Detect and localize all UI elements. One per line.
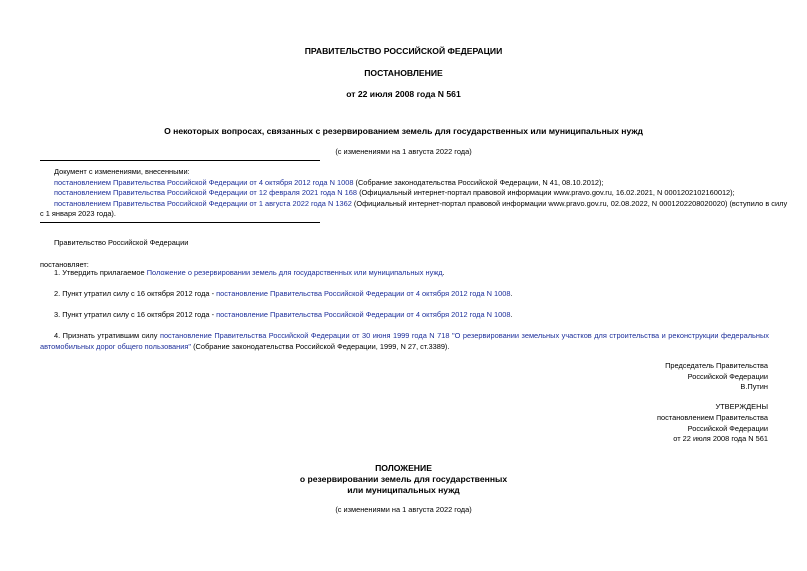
decree-link[interactable]: постановление Правительства Российской Федерации от 4 октября 2012 года N 1008 bbox=[216, 289, 511, 298]
paragraph-end: (Собрание законодательства Российской Федерации, 1999, N 27, ст.3389). bbox=[191, 342, 450, 351]
change-item bbox=[54, 187, 735, 198]
paragraph-end: . bbox=[510, 289, 513, 298]
approved-organization: Российской Федерации bbox=[687, 424, 768, 433]
resolves: постановляет: bbox=[40, 260, 89, 269]
signature-name: В.Путин bbox=[740, 382, 768, 391]
change-source: (Собрание законодательства Российской Федерации, N 41, 08.10.2012); bbox=[353, 178, 604, 187]
paragraph-text: 1. Утвердить прилагаемое bbox=[54, 268, 147, 277]
paragraph-text: 2. Пункт утратил силу с 16 октября 2012 года - bbox=[54, 289, 217, 298]
signature-organization: Российской Федерации bbox=[687, 372, 768, 381]
signature-position: Председатель Правительства bbox=[665, 361, 768, 370]
paragraph-end: . bbox=[510, 310, 513, 319]
change-item-continuation: с 1 января 2023 года). bbox=[40, 209, 116, 218]
amendment-note: (с изменениями на 1 августа 2022 года) bbox=[335, 147, 472, 156]
change-source: (Официальный интернет-портал правовой информации www.pravo.gov.ru, 16.02.2021, N 0001202102160012); bbox=[357, 188, 735, 197]
approved-by: постановлением Правительства bbox=[657, 413, 768, 422]
change-link[interactable]: постановлением Правительства Российской Федерации от 1 августа 2022 года N 1362 bbox=[54, 199, 352, 208]
issuer: Правительство Российской Федерации bbox=[54, 238, 189, 247]
approved-label: УТВЕРЖДЕНЫ bbox=[715, 402, 768, 411]
document-date-number: от 22 июля 2008 года N 561 bbox=[346, 89, 461, 99]
regulation-amendment-note: (с изменениями на 1 августа 2022 года) bbox=[335, 505, 472, 514]
change-link[interactable]: постановлением Правительства Российской Федерации от 12 февраля 2021 года N 168 bbox=[54, 188, 358, 197]
paragraph-2 bbox=[54, 288, 513, 299]
regulation-subtitle: о резервировании земель для государственных bbox=[299, 474, 508, 484]
paragraph-3 bbox=[54, 309, 513, 320]
change-item bbox=[54, 198, 787, 209]
paragraph-text: 3. Пункт утратил силу с 16 октября 2012 года - bbox=[54, 310, 217, 319]
paragraph-1 bbox=[54, 267, 445, 278]
paragraph-4 bbox=[40, 330, 769, 352]
regulation-subtitle: или муниципальных нужд bbox=[347, 485, 460, 495]
paragraph-text: 4. Признать утратившим силу bbox=[54, 331, 160, 340]
changes-intro: Документ с изменениями, внесенными: bbox=[54, 167, 190, 176]
changes-bottom-divider bbox=[40, 222, 320, 223]
repealed-decree-link[interactable]: постановление Правительства Российской Федерации от 30 июня 1999 года N 718 "О резервировании земельных участков для строительства и реконструкции федеральных автомобильных дорог общего пользования" bbox=[40, 331, 769, 351]
regulation-link[interactable]: Положение о резервировании земель для государственных или муниципальных нужд bbox=[146, 268, 443, 277]
paragraph-end: . bbox=[442, 268, 445, 277]
change-source: (Официальный интернет-портал правовой информации www.pravo.gov.ru, 02.08.2022, N 0001202208020020) (вступило в силу bbox=[351, 199, 788, 208]
document-type: ПОСТАНОВЛЕНИЕ bbox=[364, 68, 443, 78]
document-title: О некоторых вопросах, связанных с резервированием земель для государственных или муниципальных нужд bbox=[164, 126, 643, 136]
changes-top-divider bbox=[40, 160, 320, 161]
regulation-title: ПОЛОЖЕНИЕ bbox=[375, 463, 432, 473]
decree-link[interactable]: постановление Правительства Российской Федерации от 4 октября 2012 года N 1008 bbox=[216, 310, 511, 319]
change-link[interactable]: постановлением Правительства Российской Федерации от 4 октября 2012 года N 1008 bbox=[54, 178, 354, 187]
government-heading: ПРАВИТЕЛЬСТВО РОССИЙСКОЙ ФЕДЕРАЦИИ bbox=[304, 46, 503, 56]
approved-date: от 22 июля 2008 года N 561 bbox=[673, 434, 768, 443]
